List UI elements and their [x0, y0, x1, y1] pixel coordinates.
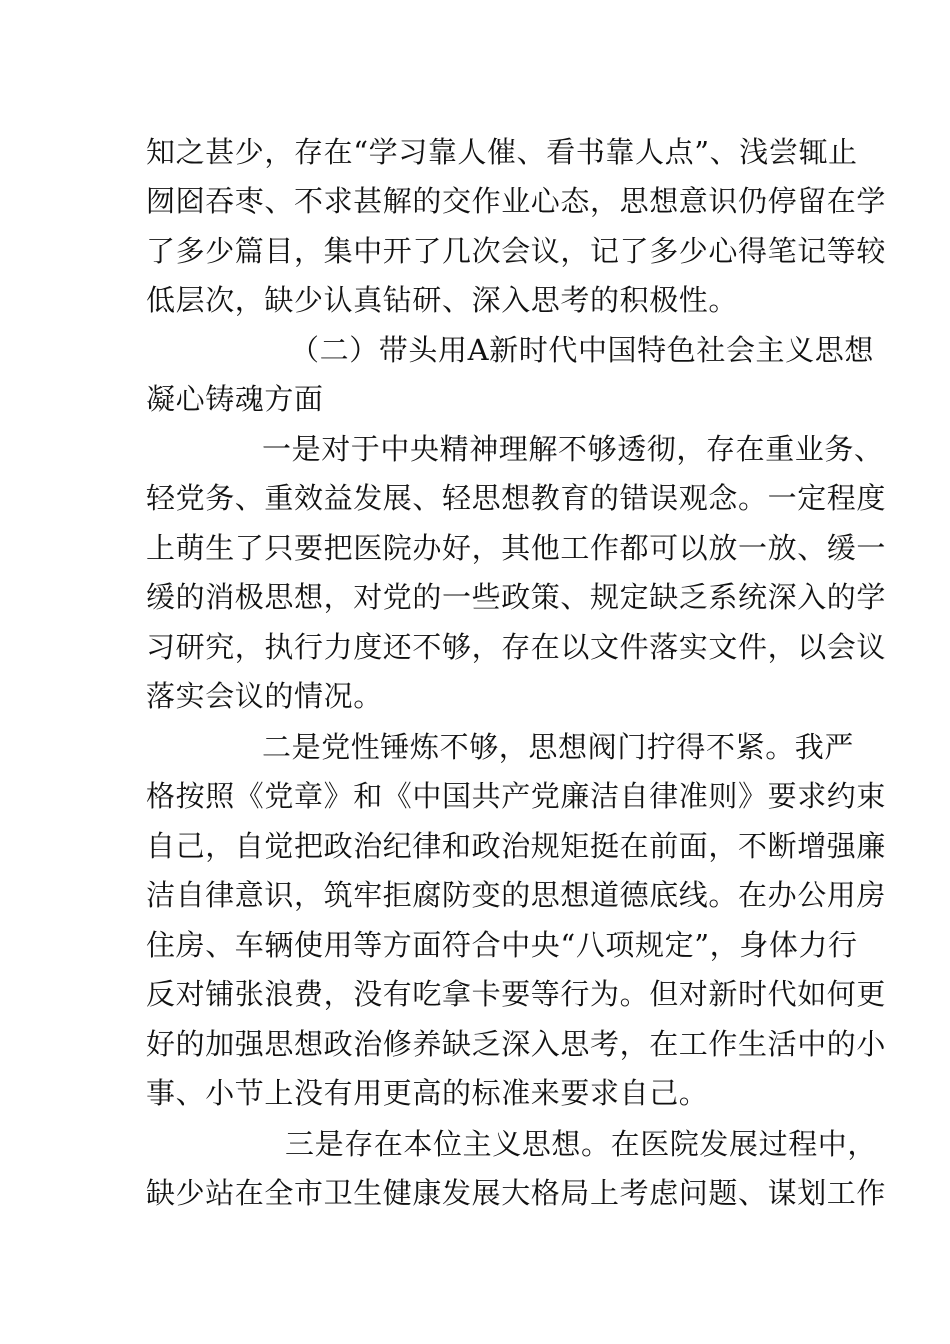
text-line: 上萌生了只要把医院办好，其他工作都可以放一放、缓一 [146, 531, 887, 565]
text-line: 了多少篇目，集中开了几次会议，记了多少心得笔记等较 [146, 234, 887, 268]
text-line: 知之甚少，存在“学习靠人催、看书靠人点”、浅尝辄止 [146, 135, 858, 169]
text-line: 囫囵吞枣、不求甚解的交作业心态，思想意识仍停留在学 [146, 184, 887, 218]
paragraph-start: 三是存在本位主义思想。在医院发展过程中， [285, 1127, 878, 1161]
text-line: 轻党务、重效益发展、轻思想教育的错误观念。一定程度 [146, 481, 887, 515]
text-line: 好的加强思想政治修养缺乏深入思考，在工作生活中的小 [146, 1027, 887, 1061]
paragraph-start: 一是对于中央精神理解不够透彻，存在重业务、 [262, 432, 884, 466]
section-heading: （二）带头用A新时代中国特色社会主义思想 [290, 333, 874, 367]
text-line: 落实会议的情况。 [146, 679, 383, 713]
text-line: 缓的消极思想，对党的一些政策、规定缺乏系统深入的学 [146, 580, 887, 614]
paragraph-start: 二是党性锤炼不够，思想阀门拧得不紧。我严 [262, 730, 855, 764]
text-line: 低层次，缺少认真钻研、深入思考的积极性。 [146, 283, 739, 317]
text-line: 自己，自觉把政治纪律和政治规矩挺在前面，不断增强廉 [146, 829, 887, 863]
text-line: 洁自律意识，筑牢拒腐防变的思想道德底线。在办公用房 [146, 878, 887, 912]
text-line: 习研究，执行力度还不够，存在以文件落实文件，以会议 [146, 630, 887, 664]
text-line: 住房、车辆使用等方面符合中央“八项规定”，身体力行 [146, 928, 858, 962]
text-line: 反对铺张浪费，没有吃拿卡要等行为。但对新时代如何更 [146, 977, 887, 1011]
text-line: 格按照《党章》和《中国共产党廉洁自律准则》要求约束 [146, 779, 887, 813]
section-heading-continued: 凝心铸魂方面 [146, 382, 324, 416]
text-line: 事、小节上没有用更高的标准来要求自己。 [146, 1076, 709, 1110]
text-line: 缺少站在全市卫生健康发展大格局上考虑问题、谋划工作 [146, 1176, 887, 1210]
